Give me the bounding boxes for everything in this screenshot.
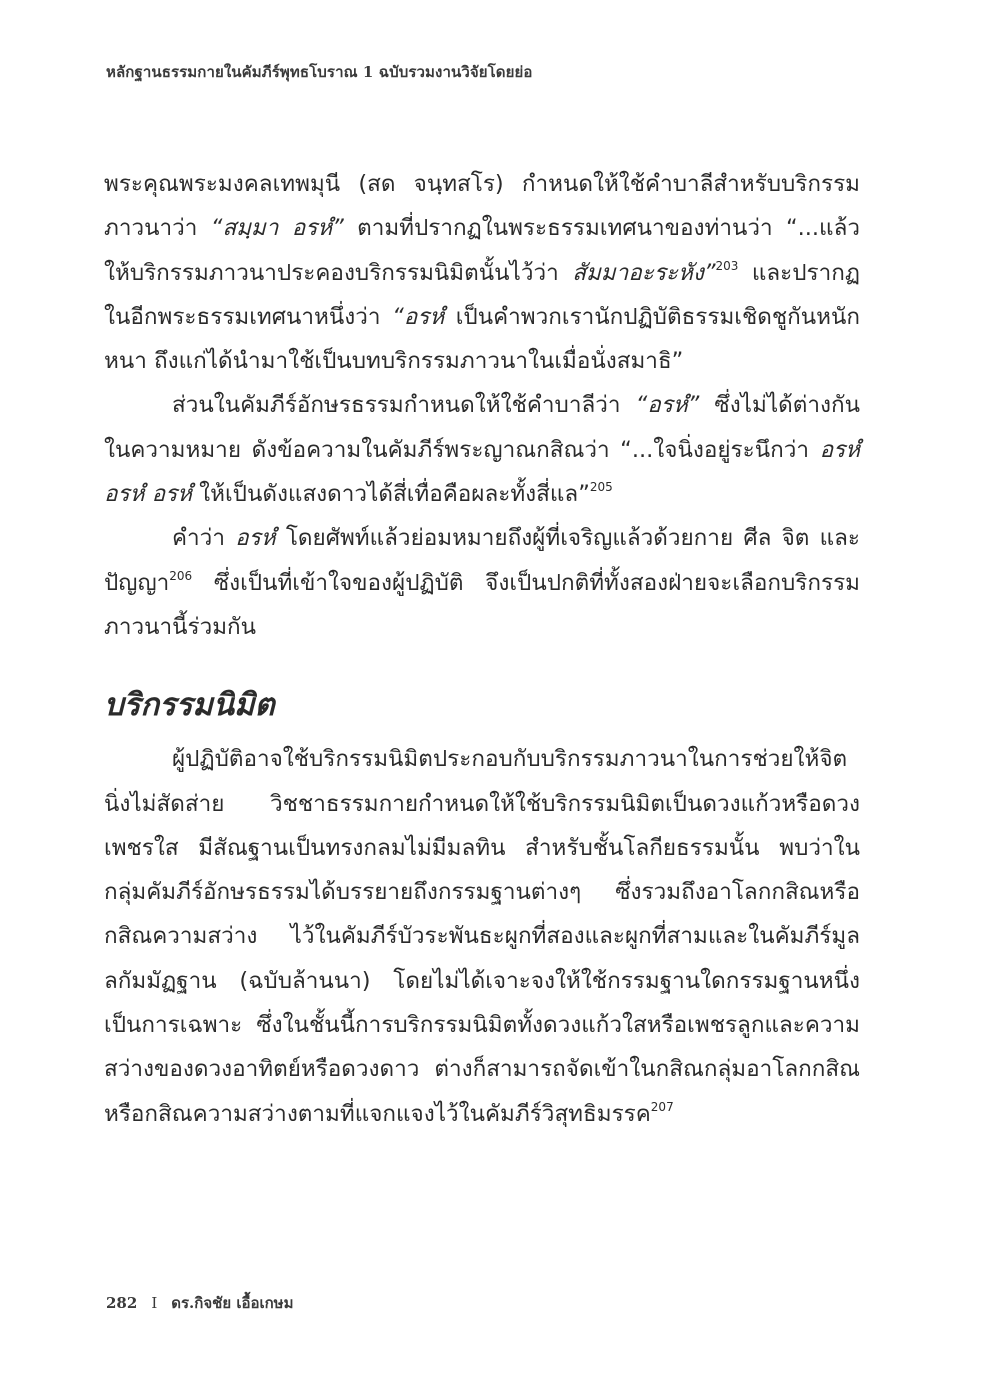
text-span: เป็นคำพวกเรานักปฏิบัติธรรมเชิดชูกันหนักหนา ถึงแก่ได้นำมาใช้เป็นบทบริกรรมภาวนาในเมื่อนั่งสมาธิ”: [104, 303, 860, 375]
paragraph-3: [104, 516, 860, 649]
text-span: และปรากฏในอีกพระธรรมเทศนาหนึ่งว่า: [104, 259, 860, 330]
text-span: ซึ่งไม่ได้ต่างกันในความหมาย ดังข้อความในคัมภีร์พระญาณกสิณว่า “...ใจนิ่งอยู่ระนึกว่า: [104, 392, 860, 463]
paragraph-1: [104, 162, 860, 383]
footnote-ref-207: 207: [650, 1099, 674, 1114]
footer-separator: I: [151, 1294, 158, 1312]
footnote-ref-203: 203: [715, 258, 739, 273]
page-number: 282: [106, 1294, 138, 1312]
text-span: คำว่า: [172, 525, 236, 552]
text-span: ส่วนในคัมภีร์อักษรธรรมกำหนดให้ใช้คำบาลีว่า: [172, 392, 636, 419]
page-footer: [106, 1291, 293, 1315]
text-span: ให้เป็นดังแสงดาวได้สี่เทื่อคือผละทั้งสี่แล”: [192, 481, 590, 508]
text-span: ซึ่งเป็นที่เข้าใจของผู้ปฏิบัติ จึงเป็นปกติที่ทั้งสองฝ่ายจะเลือกบริกรรมภาวนานี้ร่วมกัน: [104, 569, 860, 640]
text-span: ผู้ปฏิบัติอาจใช้บริกรรมนิมิตประกอบกับบริกรรมภาวนาในการช่วยให้จิตนิ่งไม่สัดส่าย วิชชาธรรมกายกำหนดให้ใช้บริกรรมนิมิตเป็นดวงแก้วหรือดวงเพชรใส มีสัณฐานเป็นทรงกลมไม่มีมลทิน สำหรับชั้นโลกียธรรมนั้น พบว่าในกลุ่มคัมภีร์อักษรธรรมได้บรรยายถึงกรรมฐานต่างๆ ซึ่งรวมถึงอาโลกกสิณหรือกสิณความสว่าง ไว้ในคัมภีร์บัวระพันธะผูกที่สองและผูกที่สามและในคัมภีร์มูลลกัมมัฏฐาน (ฉบับล้านนา) โดยไม่ได้เจาะจงให้ใช้กรรมฐานใดกรรมฐานหนึ่งเป็นการเฉพาะ ซึ่งในชั้นนี้การบริกรรมนิมิตทั้งดวงแก้วใสหรือเพชรลูกและความสว่างของดวงอาทิตย์หรือดวงดาว ต่างก็สามารถจัดเข้าในกสิณกลุ่มอาโลกกสิณหรือกสิณความสว่างตามที่แจกแจงไว้ในคัมภีร์วิสุทธิมรรค: [104, 746, 860, 1127]
pali-term: “สมฺมา อรหํ”: [210, 215, 344, 242]
pali-term: อรหํ อรหํ อรหํ: [104, 436, 860, 508]
author-name: ดร.กิจชัย เอื้อเกษม: [171, 1294, 294, 1312]
pali-term: อรหํ: [235, 525, 276, 552]
page-body: [104, 162, 860, 1136]
section-heading: บริกรรมนิมิต: [104, 687, 275, 724]
footnote-ref-206: 206: [169, 568, 193, 583]
text-span: พระคุณพระมงคลเทพมุนี (สด จนฺทสโร) กำหนดให้ใช้คำบาลีสำหรับบริกรรมภาวนาว่า: [104, 171, 860, 242]
text-span: ตามที่ปรากฏในพระธรรมเทศนาของท่านว่า “...แล้วให้บริกรรมภาวนาประคองบริกรรมนิมิตนั้นไว้ว่า: [104, 215, 860, 286]
pali-term: “อรหํ”: [635, 392, 700, 419]
paragraph-2: [104, 383, 860, 516]
paragraph-4: [104, 737, 860, 1136]
pali-term: “อรหํ: [392, 303, 445, 330]
footnote-ref-205: 205: [589, 480, 613, 495]
pali-term: สัมมาอะระหัง”: [572, 259, 716, 286]
running-header: หลักฐานธรรมกายในคัมภีร์พุทธโบราณ 1 ฉบับรวมงานวิจัยโดยย่อ: [106, 63, 533, 81]
text-span: โดยศัพท์แล้วย่อมหมายถึงผู้ที่เจริญแล้วด้วยกาย ศีล จิต และปัญญา: [104, 525, 860, 596]
